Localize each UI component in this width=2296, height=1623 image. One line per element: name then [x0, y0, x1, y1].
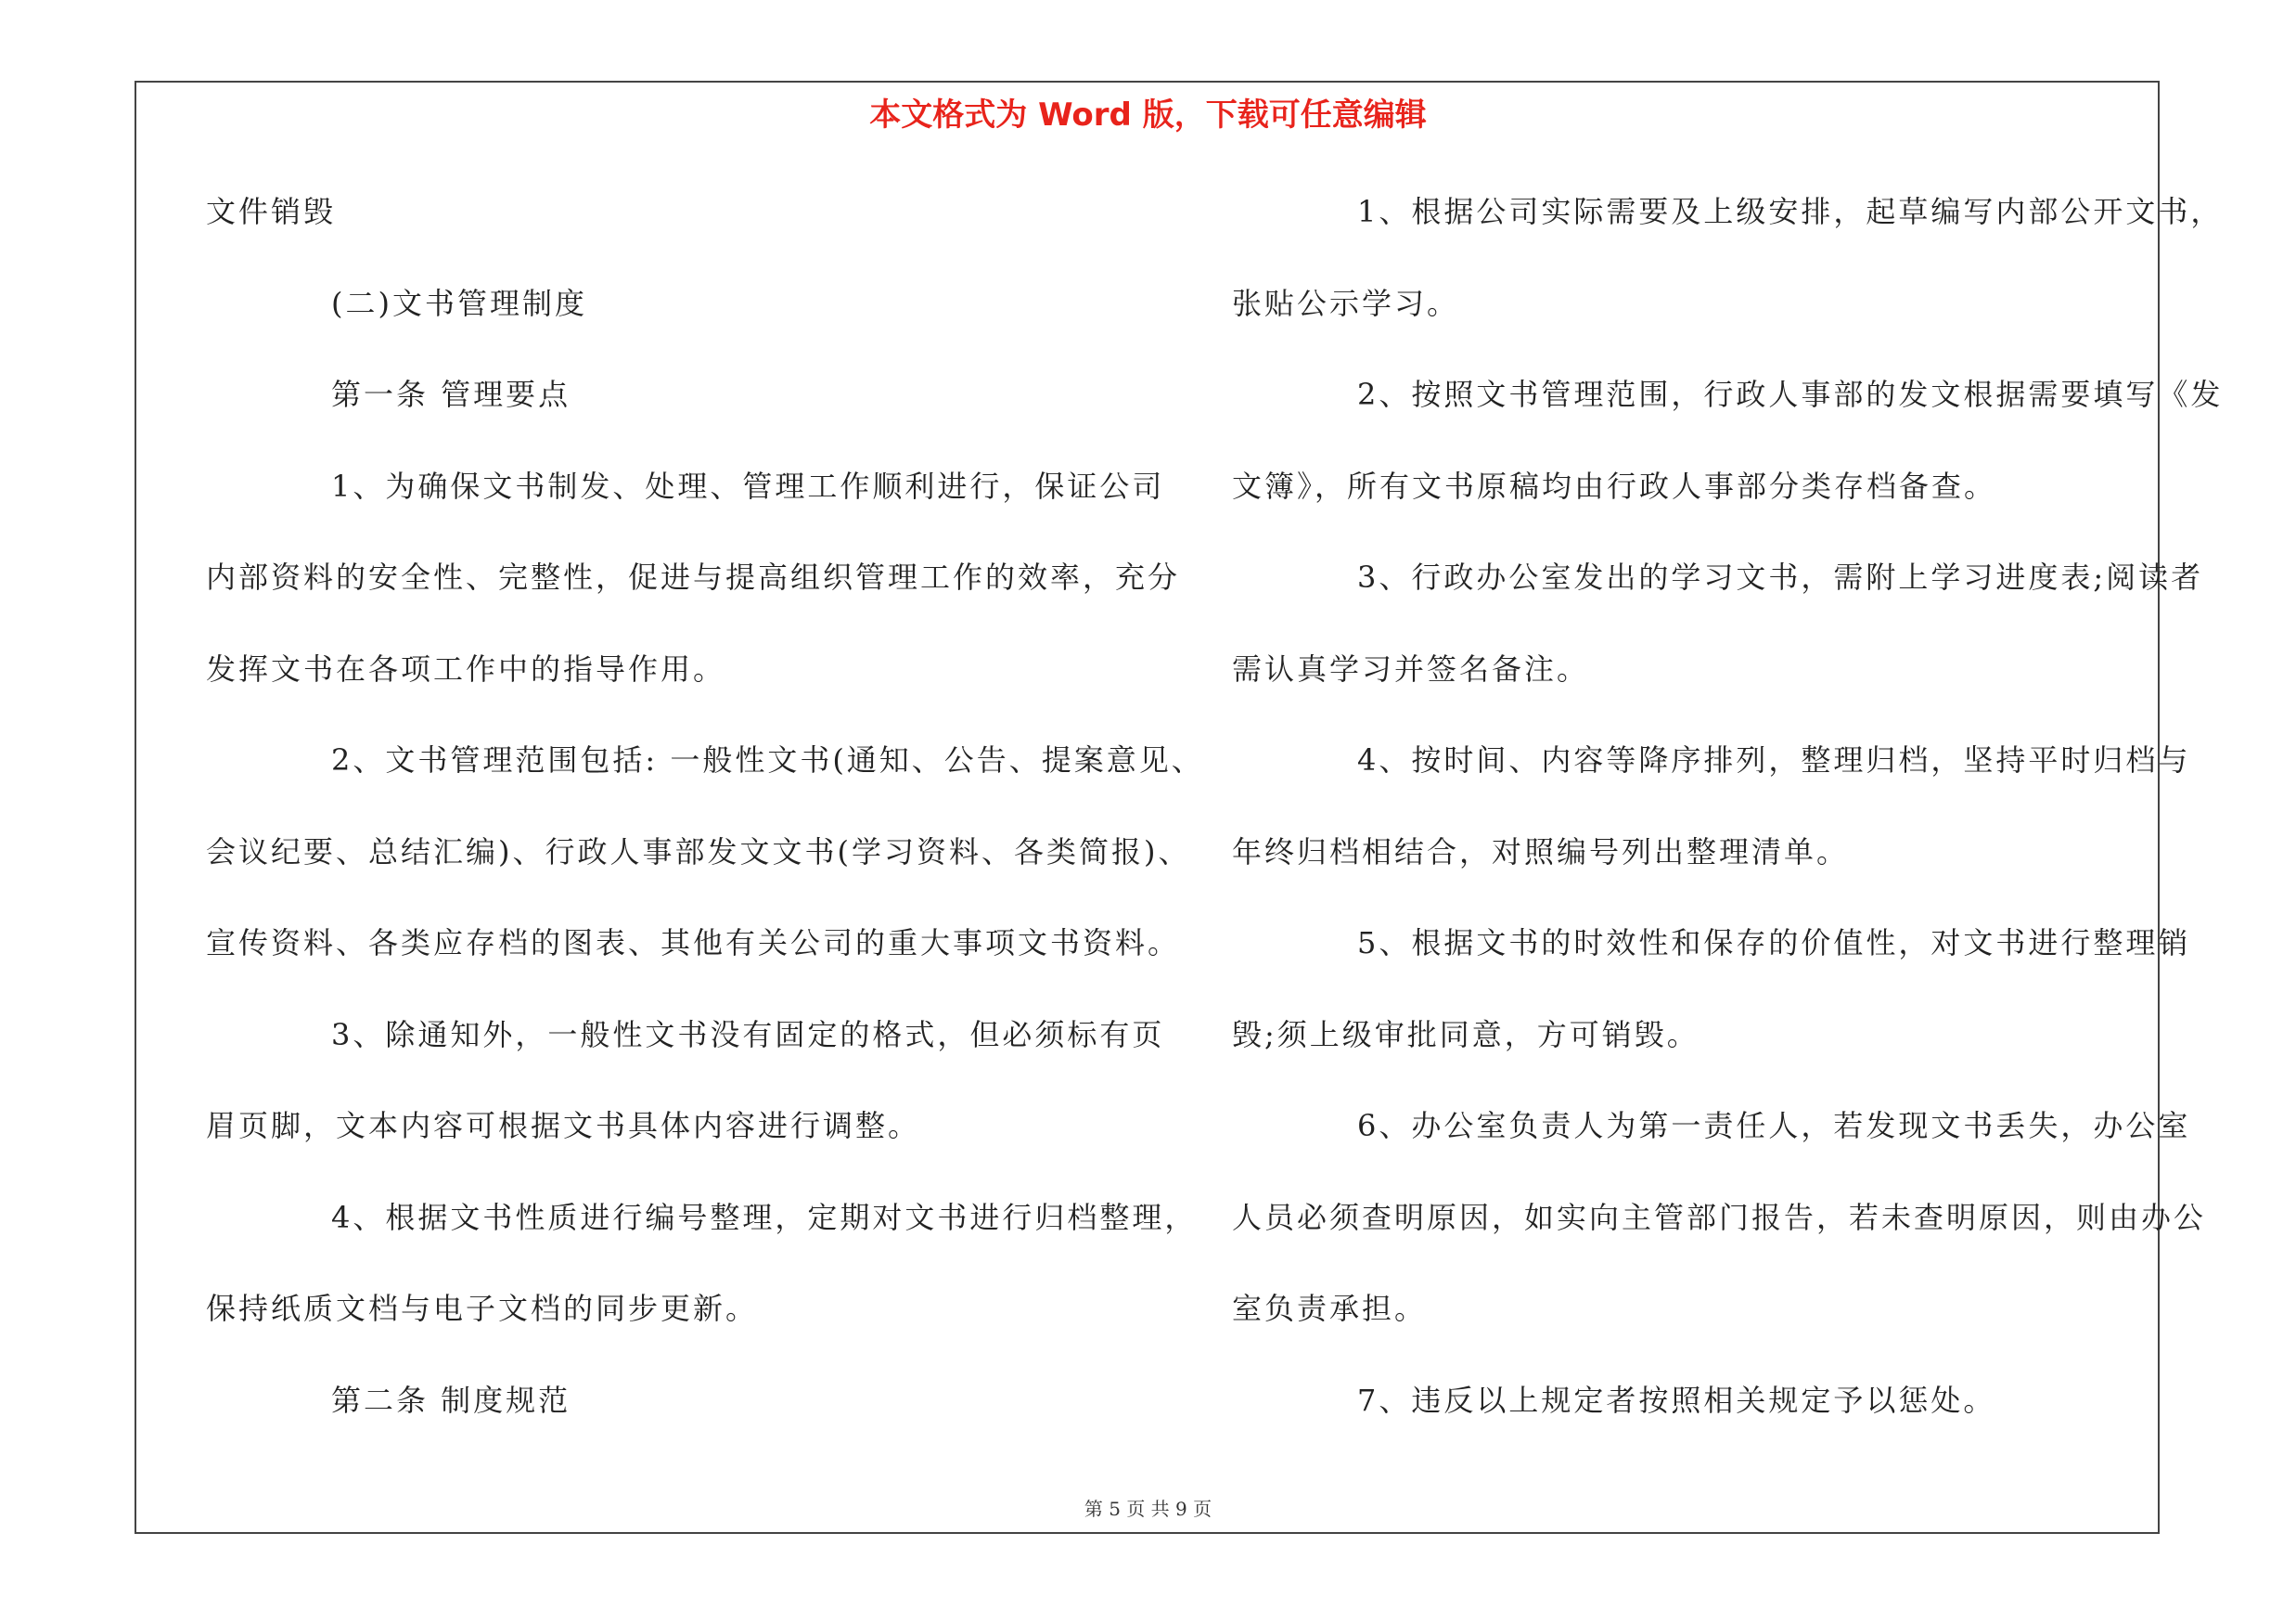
- right-column: [1232, 182, 2224, 1462]
- line-text: 1、根据公司实际需要及上级安排，起草编写内部公开文书，: [1357, 194, 2224, 229]
- text-line: [1232, 1279, 2169, 1371]
- line-text: 1、为确保文书制发、处理、管理工作顺利进行，保证公司: [331, 468, 1165, 504]
- line-text: 年终归档相结合，对照编号列出整理清单。: [1232, 833, 1850, 869]
- line-text: 文簿》，所有文书原稿均由行政人事部分类存档备查。: [1232, 468, 1997, 504]
- text-line: [206, 730, 1204, 822]
- line-text: 文件销毁: [206, 194, 337, 229]
- line-text: 第一条 管理要点: [331, 377, 571, 412]
- text-line: [206, 182, 1143, 274]
- text-line: [206, 365, 1143, 457]
- line-text: 3、除通知外，一般性文书没有固定的格式，但必须标有页: [331, 1016, 1165, 1052]
- text-line: [1232, 822, 2169, 914]
- line-text: 人员必须查明原因，如实向主管部门报告，若未查明原因，则由办公: [1232, 1199, 2207, 1235]
- line-text: 发挥文书在各项工作中的指导作用。: [206, 650, 726, 687]
- line-text: 毁;须上级审批同意，方可销毁。: [1232, 1016, 1700, 1052]
- text-line: [206, 1279, 1143, 1371]
- text-line: [1232, 1096, 2191, 1188]
- line-text: 宣传资料、各类应存档的图表、其他有关公司的重大事项文书资料。: [206, 925, 1181, 960]
- line-text: 需认真学习并签名备注。: [1232, 650, 1590, 687]
- line-text: 张贴公示学习。: [1232, 285, 1460, 321]
- text-line: [206, 1188, 1198, 1280]
- text-line: [1232, 639, 2169, 731]
- line-text: 会议纪要、总结汇编)、行政人事部发文文书(学习资料、各类简报)、: [206, 833, 1191, 869]
- line-text: 2、按照文书管理范围，行政人事部的发文根据需要填写《发: [1357, 377, 2224, 412]
- line-text: 3、行政办公室发出的学习文书，需附上学习进度表;阅读者: [1357, 560, 2204, 595]
- line-text: 室负责承担。: [1232, 1291, 1428, 1326]
- line-text: 眉页脚，文本内容可根据文书具体内容进行调整。: [206, 1108, 921, 1143]
- line-text: 7、违反以上规定者按照相关规定予以惩处。: [1357, 1382, 1996, 1418]
- line-text: 内部资料的安全性、完整性，促进与提高组织管理工作的效率，充分: [206, 560, 1181, 595]
- line-text: 4、根据文书性质进行编号整理，定期对文书进行归档整理，: [331, 1199, 1198, 1235]
- line-text: 5、根据文书的时效性和保存的价值性，对文书进行整理销: [1357, 925, 2191, 960]
- line-text: 保持纸质文档与电子文档的同步更新。: [206, 1291, 759, 1326]
- text-line: [1232, 913, 2191, 1005]
- text-line: [1232, 274, 2169, 366]
- line-text: 2、文书管理范围包括: 一般性文书(通知、公告、提案意见、: [331, 742, 1204, 778]
- line-text: 4、按时间、内容等降序排列，整理归档，坚持平时归档与: [1357, 742, 2191, 778]
- text-line: [206, 547, 1181, 639]
- text-line: [1232, 1188, 2207, 1280]
- text-line: [206, 274, 1143, 366]
- line-text: (二)文书管理制度: [331, 285, 587, 321]
- text-line: [206, 639, 1143, 731]
- text-line: [1232, 457, 2169, 548]
- page-number-footer: 第 5 页 共 9 页: [1084, 1498, 1212, 1520]
- left-column: [206, 182, 1204, 1462]
- text-line: [206, 1096, 1143, 1188]
- text-line: [206, 1371, 1143, 1462]
- header-title: 本文格式为 Word 版，下载可任意编辑: [869, 97, 1427, 134]
- text-line: [206, 457, 1165, 548]
- line-text: 6、办公室负责人为第一责任人，若发现文书丢失，办公室: [1357, 1108, 2191, 1143]
- text-line: [1232, 1005, 2169, 1097]
- text-line: [1232, 547, 2204, 639]
- text-line: [206, 1005, 1165, 1097]
- text-line: [1232, 182, 2224, 274]
- text-line: [206, 913, 1181, 1005]
- text-line: [1232, 1371, 2169, 1462]
- text-line: [1232, 730, 2191, 822]
- text-line: [1232, 365, 2224, 457]
- text-line: [206, 822, 1191, 914]
- line-text: 第二条 制度规范: [331, 1382, 571, 1418]
